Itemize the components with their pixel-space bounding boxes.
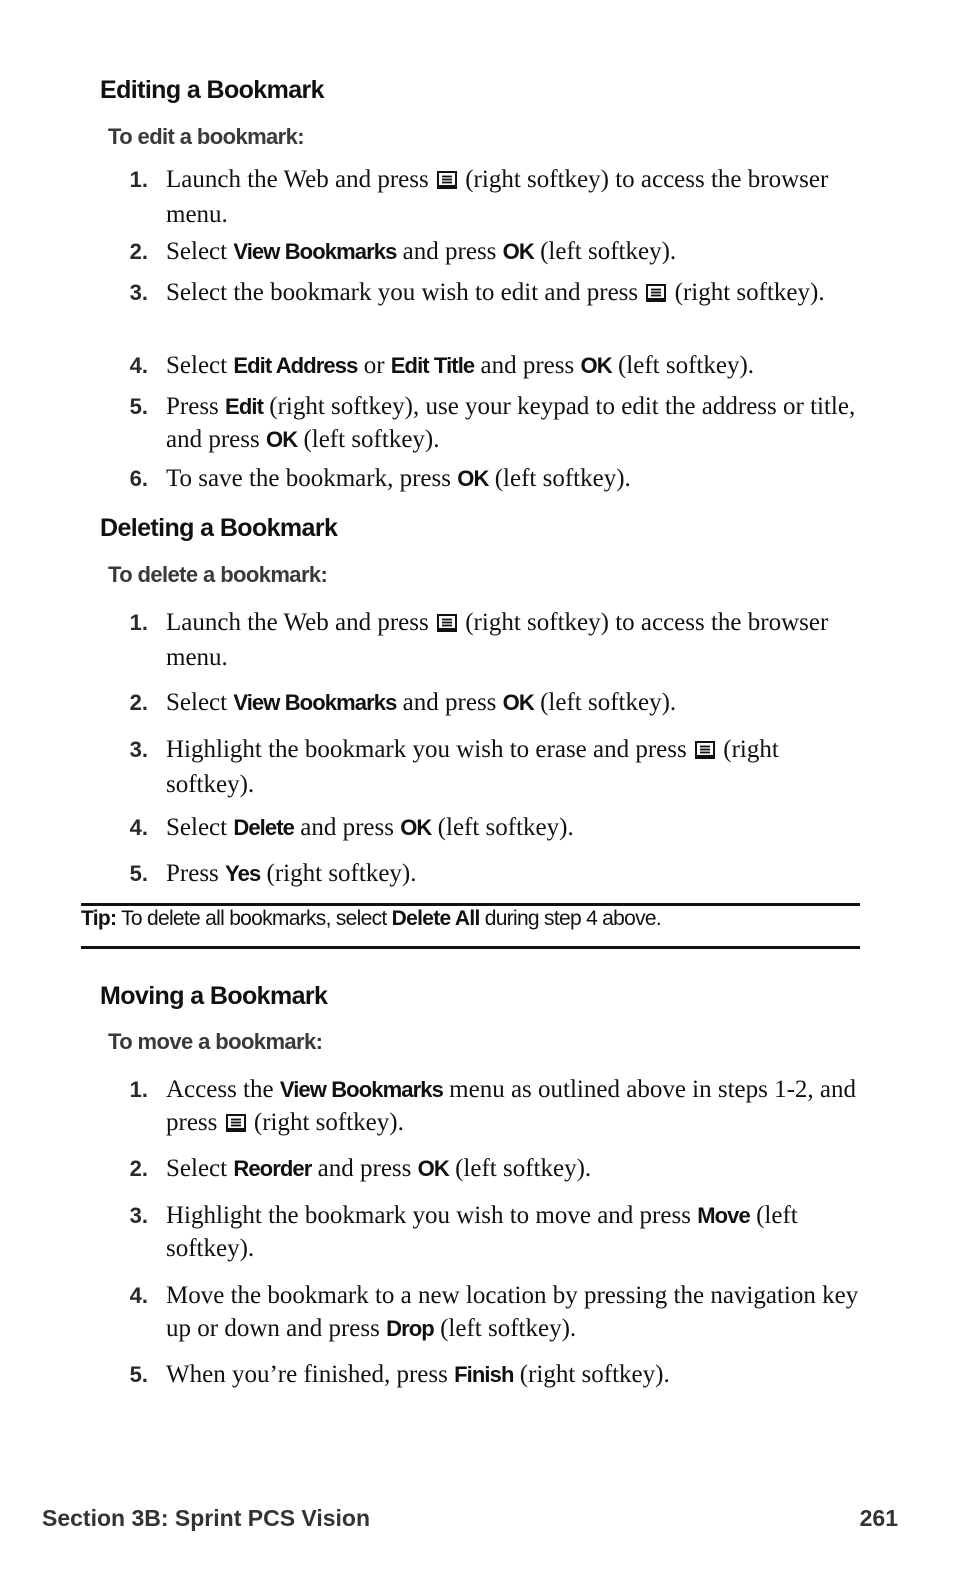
heading-deleting: Deleting a Bookmark bbox=[100, 514, 338, 542]
tip-top-rule bbox=[81, 903, 860, 906]
menu-softkey-icon bbox=[695, 735, 715, 768]
menu-softkey-icon bbox=[646, 278, 666, 311]
intro-moving: To move a bookmark: bbox=[108, 1029, 323, 1054]
footer-section-title: Section 3B: Sprint PCS Vision bbox=[42, 1505, 371, 1531]
intro-editing: To edit a bookmark: bbox=[108, 124, 304, 149]
heading-editing: Editing a Bookmark bbox=[100, 76, 324, 104]
menu-softkey-icon bbox=[437, 165, 457, 198]
menu-softkey-icon bbox=[437, 608, 457, 641]
tip-note: Tip: To delete all bookmarks, select Delete All during step 4 above. bbox=[81, 907, 662, 930]
footer-page-number: 261 bbox=[859, 1505, 898, 1531]
manual-page: Editing a Bookmark To edit a bookmark: 1. Launch the Web and press (right softkey) to access the browser menu. 2. Select View Bookmarks and press OK (left softkey). 3. Select the bookmark you wish to edit and press (right softkey). 4. Select Edit Address or Edit Title and press OK (left softkey). 5. Press Edit (right softkey), use your keypad to edit the address or title, and press OK (left softkey). 6. To save the bookmark, press OK (left softkey). Deleting a Bookmark To delete a bookmark: 1. Launch the Web and press (right softkey) to access the browser menu. 2. Select View Bookmarks and press OK (left softkey). 3. Highlight the bookmark you wish to erase and press (right softkey). 4. Select Delete and press OK (left softkey). 5. Press Yes (right softkey). Tip: To delete all bookmarks, select Delete All during step 4 above. Moving a Bookmark To move a bookmark: 1. Access the View Bookmarks menu as outlined above in steps 1-2, and press (right softkey). 2. Select Reorder and press OK (left softkey). 3. Highlight the bookmark you wish to move and press Move (left softkey). 4. Move the bookmark to a new location by pressing the navigation key up or down and press Drop (left softkey). 5. When you’re finished, press Finish (right softkey). Section 3B: Sprint PCS Vision 261 bbox=[42, 76, 898, 1531]
heading-moving: Moving a Bookmark bbox=[100, 982, 328, 1010]
intro-deleting: To delete a bookmark: bbox=[108, 562, 328, 587]
tip-bottom-rule bbox=[81, 946, 860, 949]
menu-softkey-icon bbox=[226, 1108, 246, 1141]
